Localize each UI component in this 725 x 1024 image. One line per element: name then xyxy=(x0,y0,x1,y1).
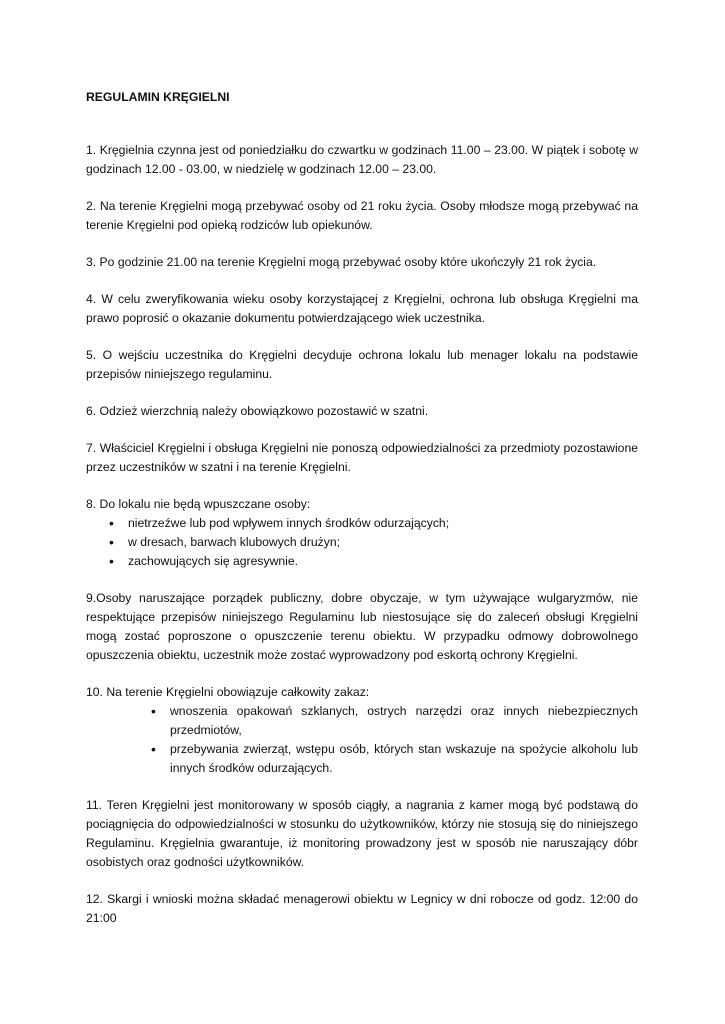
rule-1-opening-hours: 1. Kręgielnia czynna jest od poniedziałku do czwartku w godzinach 11.00 – 23.00. W piątek i sobotę w godzinach 12.00 - 03.00, w niedzielę w godzinach 12.00 – 23.00. xyxy=(86,143,638,176)
rule-8-intro: 8. Do lokalu nie będą wpuszczane osoby: xyxy=(86,497,311,511)
list-item: • wnoszenia opakowań szklanych, ostrych narzędzi oraz innych niebezpiecznych przedmiotów, xyxy=(149,702,638,740)
rule-9-public-order: 9.Osoby naruszające porządek publiczny, dobre obyczaje, w tym używające wulgaryzmów, nie respektujące przepisów niniejszego Regulaminu lub niestosujące się do zaleceń obsługi Kręgielni mogą zostać poproszone o opuszczenie terenu obiektu. W przypadku odmowy dobrowolnego opuszczenia obiektu, uczestnik może zostać wyprowadzony pod eskortą ochrony Kręgielni. xyxy=(86,591,638,662)
rule-5-entry-decision: 5. O wejściu uczestnika do Kręgielni decyduje ochrona lokalu lub menager lokalu na podstawie przepisów niniejszego regulaminu. xyxy=(86,348,638,381)
rule-8-entry-refusal xyxy=(86,495,638,571)
document-body xyxy=(86,88,638,946)
rule-10-list xyxy=(149,702,638,778)
rule-6-cloakroom: 6. Odzież wierzchnią należy obowiązkowo pozostawić w szatni. xyxy=(86,404,429,418)
rule-3-after-21: 3. Po godzinie 21.00 na terenie Kręgielni mogą przebywać osoby które ukończyły 21 rok życia. xyxy=(86,255,597,269)
rule-8-list xyxy=(107,514,638,571)
list-item: • w dresach, barwach klubowych drużyn; xyxy=(107,533,638,552)
rule-10-prohibitions xyxy=(86,683,638,778)
rule-7-liability: 7. Właściciel Kręgielni i obsługa Kręgielni nie ponoszą odpowiedzialności za przedmioty pozostawione przez uczestników w szatni i na terenie Kręgielni. xyxy=(86,441,638,474)
rule-10-intro: 10. Na terenie Kręgielni obowiązuje całkowity zakaz: xyxy=(86,685,370,699)
rule-11-monitoring: 11. Teren Kręgielni jest monitorowany w sposób ciągły, a nagrania z kamer mogą być podstawą do pociągnięcia do odpowiedzialności w stosunku do użytkowników, którzy nie stosują się do niniejszego Regulaminu. Kręgielnia gwarantuje, iż monitoring prowadzony jest w sposób nie naruszający dóbr osobistych oraz godności użytkowników. xyxy=(86,798,638,869)
list-item: • nietrzeźwe lub pod wpływem innych środków odurzających; xyxy=(107,514,638,533)
rule-2-age-limit: 2. Na terenie Kręgielni mogą przebywać osoby od 21 roku życia. Osoby młodsze mogą przebywać na terenie Kręgielni pod opieką rodziców lub opiekunów. xyxy=(86,199,638,232)
list-item: • przebywania zwierząt, wstępu osób, których stan wskazuje na spożycie alkoholu lub innych środków odurzających. xyxy=(149,740,638,778)
rule-4-age-verification: 4. W celu zweryfikowania wieku osoby korzystającej z Kręgielni, ochrona lub obsługa Kręgielni ma prawo poprosić o okazanie dokumentu potwierdzającego wiek uczestnika. xyxy=(86,292,638,325)
list-item: • zachowujących się agresywnie. xyxy=(107,552,638,571)
rule-12-complaints: 12. Skargi i wnioski można składać menagerowi obiektu w Legnicy w dni robocze od godz. 12:00 do 21:00 xyxy=(86,892,638,925)
page-title: REGULAMIN KRĘGIELNI xyxy=(86,90,230,104)
